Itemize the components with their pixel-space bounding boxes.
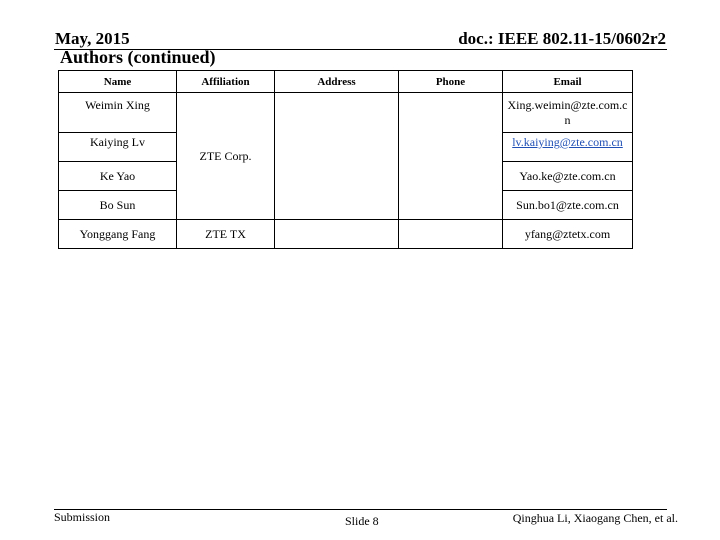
column-header-email: Email [503, 71, 633, 93]
header-doc-id: doc.: IEEE 802.11-15/0602r2 [458, 29, 666, 48]
cell-email [503, 93, 633, 133]
footer-authors: Qinghua Li, Xiaogang Chen, et al. [512, 511, 678, 525]
cell-phone [399, 220, 503, 249]
cell-name: Kaiying Lv [59, 133, 177, 162]
cell-email[interactable] [503, 133, 633, 162]
cell-affiliation: ZTE TX [177, 220, 275, 249]
affiliation-text: ZTE Corp. [199, 148, 252, 163]
header-date: May, 2015 [55, 29, 130, 48]
column-header-phone: Phone [399, 71, 503, 93]
cell-address [275, 93, 399, 220]
email-text: Xing.weimin@zte.com.cn [507, 97, 628, 127]
column-header-name: Name [59, 71, 177, 93]
column-header-affiliation: Affiliation [177, 71, 275, 93]
email-link[interactable]: lv.kaiying@zte.com.cn [512, 135, 623, 149]
cell-email: Sun.bo1@zte.com.cn [503, 191, 633, 220]
cell-name: Bo Sun [59, 191, 177, 220]
cell-email: Yao.ke@zte.com.cn [503, 162, 633, 191]
footer-submission: Submission [54, 510, 111, 524]
slide-title: Authors (continued) [60, 47, 216, 67]
cell-email: yfang@ztetx.com [503, 220, 633, 249]
column-header-address: Address [275, 71, 399, 93]
cell-affiliation [177, 93, 275, 220]
table-row [59, 220, 633, 249]
authors-table [58, 70, 633, 249]
cell-address [275, 220, 399, 249]
cell-name: Ke Yao [59, 162, 177, 191]
table-row [59, 93, 633, 133]
footer-divider [54, 509, 667, 510]
cell-name: Yonggang Fang [59, 220, 177, 249]
footer-slide-number: Slide 8 [345, 514, 379, 528]
cell-name: Weimin Xing [59, 93, 177, 133]
table-header-row [59, 71, 633, 93]
cell-phone [399, 93, 503, 220]
